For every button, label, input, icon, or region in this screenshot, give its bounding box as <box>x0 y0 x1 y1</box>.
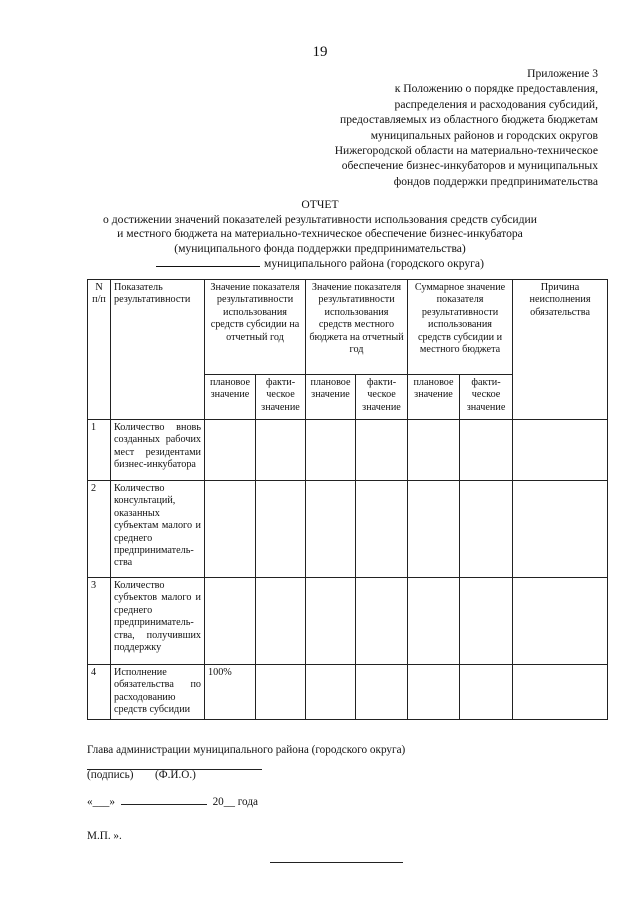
cell-local-planned <box>306 420 356 481</box>
subheader-actual: факти-ческое значение <box>256 375 306 420</box>
date-day: «___» <box>87 796 115 808</box>
appendix-line: предоставляемых из областного бюджета бюджетам <box>340 113 598 127</box>
header-reason: Причина неисполнения обязательства <box>513 280 608 420</box>
row-indicator: Количество субъектов малого и среднего предприниматель-ства, получивших поддержку <box>111 578 205 665</box>
cell-total-planned <box>408 665 460 720</box>
header-num: N п/п <box>88 280 111 420</box>
report-subtitle-line: о достижении значений показателей результативности использования средств субсидии <box>103 212 537 226</box>
date-year: 20__ года <box>212 796 258 808</box>
stamp-label: М.П. ». <box>87 830 122 842</box>
table-row <box>88 481 608 578</box>
row-num: 2 <box>88 481 111 578</box>
report-table <box>87 279 608 720</box>
page-number: 19 <box>312 44 328 60</box>
signature-caption: (подпись) <box>87 769 134 781</box>
cell-subsidy-planned <box>205 420 256 481</box>
row-num: 1 <box>88 420 111 481</box>
report-district-text: муниципального района (городского округа) <box>264 257 484 271</box>
bottom-divider <box>270 862 403 863</box>
report-title: ОТЧЕТ <box>301 198 339 211</box>
header-total-value: Суммарное значение показателя результативности использования средств субсидии и местного бюджета <box>408 280 513 375</box>
appendix-line: фондов поддержки предпринимательства <box>393 174 598 188</box>
subheader-actual: факти-ческое значение <box>356 375 408 420</box>
cell-local-planned <box>306 481 356 578</box>
cell-local-actual <box>356 578 408 665</box>
cell-total-actual <box>460 420 513 481</box>
report-subtitle-line: и местного бюджета на материально-техническое обеспечение бизнес-инкубатора <box>117 227 523 241</box>
cell-local-planned <box>306 578 356 665</box>
report-district-line <box>0 256 640 272</box>
date-line <box>87 794 258 808</box>
cell-subsidy-planned: 100% <box>205 665 256 720</box>
cell-local-actual <box>356 481 408 578</box>
date-month-blank <box>121 794 207 805</box>
header-subsidy-value: Значение показателя результативности использования средств субсидии на отчетный год <box>205 280 306 375</box>
row-indicator: Исполнение обязательства по расходованию средств субсидии <box>111 665 205 720</box>
cell-reason <box>513 481 608 578</box>
subheader-planned: плановое значение <box>205 375 256 420</box>
table-row <box>88 578 608 665</box>
appendix-line: распределения и расходования субсидий, <box>394 97 598 111</box>
cell-reason <box>513 665 608 720</box>
appendix-line: Нижегородской области на материально-техническое <box>334 144 598 158</box>
row-indicator: Количество вновь созданных рабочих мест резидентами бизнес-инкубатора <box>111 420 205 481</box>
row-num: 3 <box>88 578 111 665</box>
cell-subsidy-actual <box>256 481 306 578</box>
fio-caption: (Ф.И.О.) <box>155 769 196 781</box>
cell-reason <box>513 578 608 665</box>
cell-total-actual <box>460 665 513 720</box>
row-indicator: Количество консультаций, оказанных субъектам малого и среднего предприниматель-ства <box>111 481 205 578</box>
row-num: 4 <box>88 665 111 720</box>
cell-total-actual <box>460 481 513 578</box>
cell-total-actual <box>460 578 513 665</box>
table-row <box>88 665 608 720</box>
cell-subsidy-actual <box>256 665 306 720</box>
cell-local-actual <box>356 420 408 481</box>
head-of-administration-line: Глава администрации муниципального района (городского округа) <box>87 744 406 756</box>
appendix-line: к Положению о порядке предоставления, <box>394 82 598 96</box>
appendix-line: обеспечение бизнес-инкубаторов и муниципальных <box>341 159 598 173</box>
appendix-header <box>268 66 598 189</box>
cell-local-planned <box>306 665 356 720</box>
cell-reason <box>513 420 608 481</box>
subheader-actual: факти-ческое значение <box>460 375 513 420</box>
subheader-planned: плановое значение <box>306 375 356 420</box>
report-subtitle-line: (муниципального фонда поддержки предпринимательства) <box>174 241 466 255</box>
table-row <box>88 420 608 481</box>
cell-subsidy-planned <box>205 481 256 578</box>
cell-local-actual <box>356 665 408 720</box>
header-indicator: Показатель результативности <box>111 280 205 420</box>
cell-total-planned <box>408 481 460 578</box>
cell-total-planned <box>408 420 460 481</box>
cell-total-planned <box>408 578 460 665</box>
report-title-block <box>0 198 640 272</box>
cell-subsidy-actual <box>256 420 306 481</box>
cell-subsidy-planned <box>205 578 256 665</box>
appendix-line: Приложение 3 <box>527 67 598 80</box>
appendix-line: муниципальных районов и городских округов <box>370 128 598 142</box>
district-blank <box>156 256 260 267</box>
subheader-planned: плановое значение <box>408 375 460 420</box>
header-local-budget-value: Значение показателя результативности использования средств местного бюджета на отчетный год <box>306 280 408 375</box>
cell-subsidy-actual <box>256 578 306 665</box>
